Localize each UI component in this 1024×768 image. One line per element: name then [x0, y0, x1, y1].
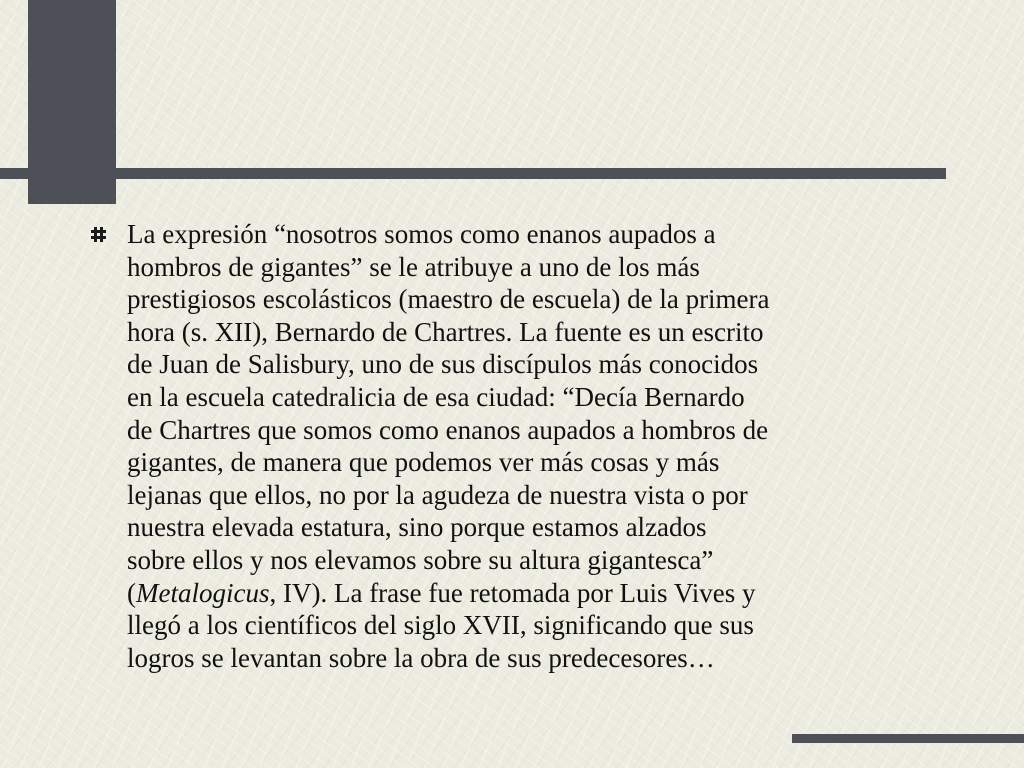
text-line: [127, 577, 957, 610]
text-line: lejanas que ellos, no por la agudeza de nuestra vista o por: [127, 479, 748, 510]
text-line: en la escuela catedralicia de esa ciudad: “Decía Bernardo: [127, 381, 745, 412]
text-fragment: (: [127, 577, 136, 608]
bottom-divider: [792, 734, 1024, 743]
text-line: hombros de gigantes” se le atribuye a uno de los más: [127, 251, 700, 282]
text-line: hora (s. XII), Bernardo de Chartres. La fuente es un escrito: [127, 316, 764, 347]
book-title: Metalogicus: [136, 577, 270, 608]
text-line: nuestra elevada estatura, sino porque estamos alzados: [127, 512, 707, 543]
text-line: prestigiosos escolásticos (maestro de escuela) de la primera: [127, 284, 770, 315]
text-fragment: , IV). La frase fue retomada por Luis Vives y: [269, 577, 756, 608]
hash-bullet-icon: [90, 226, 106, 242]
slide-paragraph: [127, 218, 957, 674]
text-line: La expresión “nosotros somos como enanos aupados a: [127, 219, 716, 249]
text-line: de Chartres que somos como enanos aupados a hombros de: [127, 414, 769, 445]
text-line: de Juan de Salisbury, uno de sus discípulos más conocidos: [127, 349, 759, 380]
top-divider: [0, 168, 946, 179]
text-line: sobre ellos y nos elevamos sobre su altura gigantesca”: [127, 544, 714, 575]
text-line: gigantes, de manera que podemos ver más cosas y más: [127, 447, 720, 478]
text-line: logros se levantan sobre la obra de sus predecesores…: [127, 642, 715, 673]
text-line: llegó a los científicos del siglo XVII, significando que sus: [127, 610, 754, 641]
